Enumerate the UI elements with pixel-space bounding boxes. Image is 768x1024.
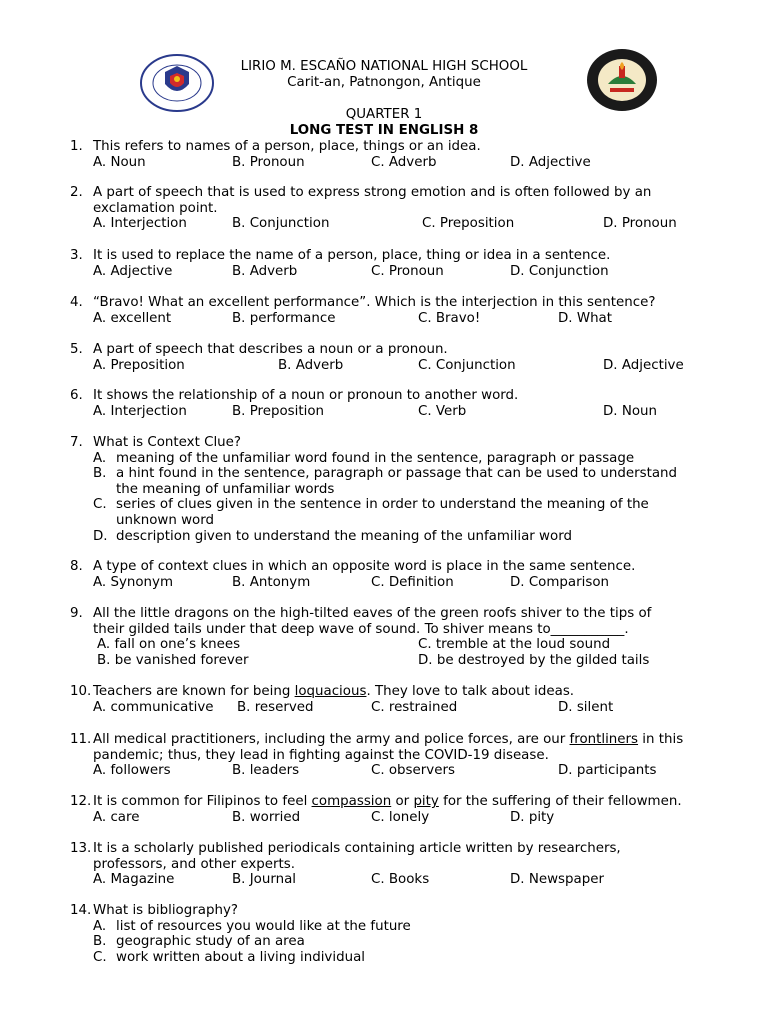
choice-a: A. fall on one’s knees [97,637,241,653]
stem-text: All medical practitioners, including the army and police forces, are our [93,732,570,747]
choice-c: C. tremble at the loud sound [418,637,611,653]
question-number: 3. [70,248,83,263]
question-number: 14. [70,903,92,918]
quarter-label: QUARTER 1 [345,107,423,122]
question-2 [70,185,730,232]
choice-b: B. performance [232,310,336,326]
choice-c: C. Adverb [371,154,437,170]
question-stem: It is used to replace the name of a person, place, thing or idea in a sentence. [93,248,611,263]
question-number: 1. [70,139,83,154]
choice-d: D. Noun [603,403,658,419]
option-text: list of resources you would like at the future [116,918,411,934]
choice-c: C. Conjunction [418,357,516,373]
underlined-word: frontliners [569,732,639,747]
question-stem: A part of speech that is used to express strong emotion and is often followed by an [93,185,652,200]
stem-text: . They love to talk about ideas. [366,684,575,699]
question-stem: What is Context Clue? [93,435,242,450]
choice-a: A. communicative [93,699,214,715]
option-text: a hint found in the sentence, paragraph or passage that can be used to understand [116,466,678,482]
option-text-cont: the meaning of unfamiliar words [116,481,335,497]
question-9 [70,606,730,668]
stem-text: in this [638,732,684,747]
choice-d: D. Conjunction [510,263,609,279]
question-stem: “Bravo! What an excellent performance”. Which is the interjection in this sentence? [93,295,656,310]
question-1 [70,139,730,170]
option-letter: D. [93,528,108,544]
question-stem: A part of speech that describes a noun or a pronoun. [93,342,448,357]
option-text: description given to understand the meaning of the unfamiliar word [116,528,572,544]
choice-d: D. Newspaper [510,872,604,888]
choice-a: A. excellent [93,310,172,326]
choice-a: A. followers [93,763,171,779]
question-stem: This refers to names of a person, place, things or an idea. [93,139,481,154]
stem-text: Teachers are known for being [93,684,295,699]
choice-d: D. Adjective [510,154,591,170]
choice-a: A. care [93,809,140,825]
underlined-word: pity [413,794,439,809]
school-address: Carit-an, Patnongon, Antique [287,75,481,90]
option-text: geographic study of an area [116,934,305,950]
question-stem-cont: pandemic; thus, they lead in fighting against the COVID-19 disease. [93,747,549,763]
choice-c: C. Pronoun [371,263,444,279]
option-letter: A. [93,918,107,934]
question-6 [70,388,730,419]
option-text: meaning of the unfamiliar word found in the sentence, paragraph or passage [116,450,635,466]
underlined-word: compassion [311,794,392,809]
choice-c: C. lonely [371,809,430,825]
question-4 [70,295,730,326]
question-5 [70,342,730,373]
choice-c: C. observers [371,763,455,779]
question-stem-cont: their gilded tails under that deep wave of sound. To shiver means to___________. [93,621,629,637]
choice-b: B. Pronoun [232,154,305,170]
option-letter: A. [93,450,107,466]
question-13 [70,841,730,888]
choice-a: A. Noun [93,154,146,170]
choice-b: B. be vanished forever [97,652,249,668]
choice-d: D. pity [510,809,555,825]
question-7 [70,435,730,544]
question-14 [70,903,730,965]
question-number: 12. [70,794,92,809]
question-stem-cont: professors, and other experts. [93,856,296,872]
question-stem [93,794,682,810]
question-stem-cont: exclamation point. [93,200,218,216]
choice-d: D. be destroyed by the gilded tails [418,652,650,668]
choice-d: D. participants [558,763,657,779]
choice-a: A. Preposition [93,357,185,373]
question-number: 2. [70,185,83,200]
stem-text: or [391,794,414,809]
choice-a: A. Synonym [93,574,173,590]
choice-c: C. restrained [371,699,458,715]
choice-a: A. Magazine [93,872,175,888]
question-stem: What is bibliography? [93,903,238,918]
choice-d: D. What [558,310,613,326]
choice-d: D. Pronoun [603,216,677,232]
question-number: 6. [70,388,83,403]
question-8 [70,559,730,590]
choice-b: B. Adverb [278,357,344,373]
question-3 [70,248,730,279]
choice-d: D. silent [558,699,614,715]
option-letter: C. [93,497,107,513]
stem-text: It is common for Filipinos to feel [93,794,312,809]
question-number: 10. [70,684,92,699]
option-text: series of clues given in the sentence in order to understand the meaning of the [116,497,649,513]
question-11 [70,732,730,779]
question-stem: All the little dragons on the high-tilted eaves of the green roofs shiver to the tips of [93,606,652,621]
question-number: 7. [70,435,83,450]
option-text-cont: unknown word [116,512,215,528]
question-stem: A type of context clues in which an opposite word is place in the same sentence. [93,559,636,574]
choice-d: D. Adjective [603,357,684,373]
choice-b: B. Journal [232,872,297,888]
choice-c: C. Verb [418,403,467,419]
choice-c: C. Bravo! [418,310,481,326]
choice-b: B. Adverb [232,263,298,279]
choice-b: B. reserved [237,699,314,715]
choice-b: B. Conjunction [232,216,330,232]
choice-b: B. worried [232,809,301,825]
choice-a: A. Interjection [93,216,187,232]
choice-b: B. Preposition [232,403,325,419]
choice-b: B. Antonym [232,574,311,590]
option-text: work written about a living individual [116,949,365,965]
question-stem [93,684,574,700]
option-letter: B. [93,466,107,482]
choice-a: A. Interjection [93,403,187,419]
question-10 [70,684,730,715]
school-name: LIRIO M. ESCAÑO NATIONAL HIGH SCHOOL [240,59,528,74]
option-letter: C. [93,949,107,965]
test-title: LONG TEST IN ENGLISH 8 [289,123,479,138]
question-number: 11. [70,732,92,747]
choice-c: C. Definition [371,574,454,590]
underlined-word: loquacious [294,684,367,699]
choice-c: C. Books [371,872,430,888]
question-number: 13. [70,841,92,856]
question-stem: It is a scholarly published periodicals containing article written by researchers, [93,841,621,856]
question-number: 8. [70,559,83,574]
choice-d: D. Comparison [510,574,609,590]
option-letter: B. [93,934,107,950]
choice-b: B. leaders [232,763,300,779]
stem-text: for the suffering of their fellowmen. [438,794,682,809]
question-stem: It shows the relationship of a noun or pronoun to another word. [93,388,519,403]
question-12 [70,794,730,825]
choice-a: A. Adjective [93,263,173,279]
question-number: 4. [70,295,83,310]
question-number: 9. [70,606,83,621]
question-stem [93,732,683,748]
choice-c: C. Preposition [422,216,515,232]
question-number: 5. [70,342,83,357]
